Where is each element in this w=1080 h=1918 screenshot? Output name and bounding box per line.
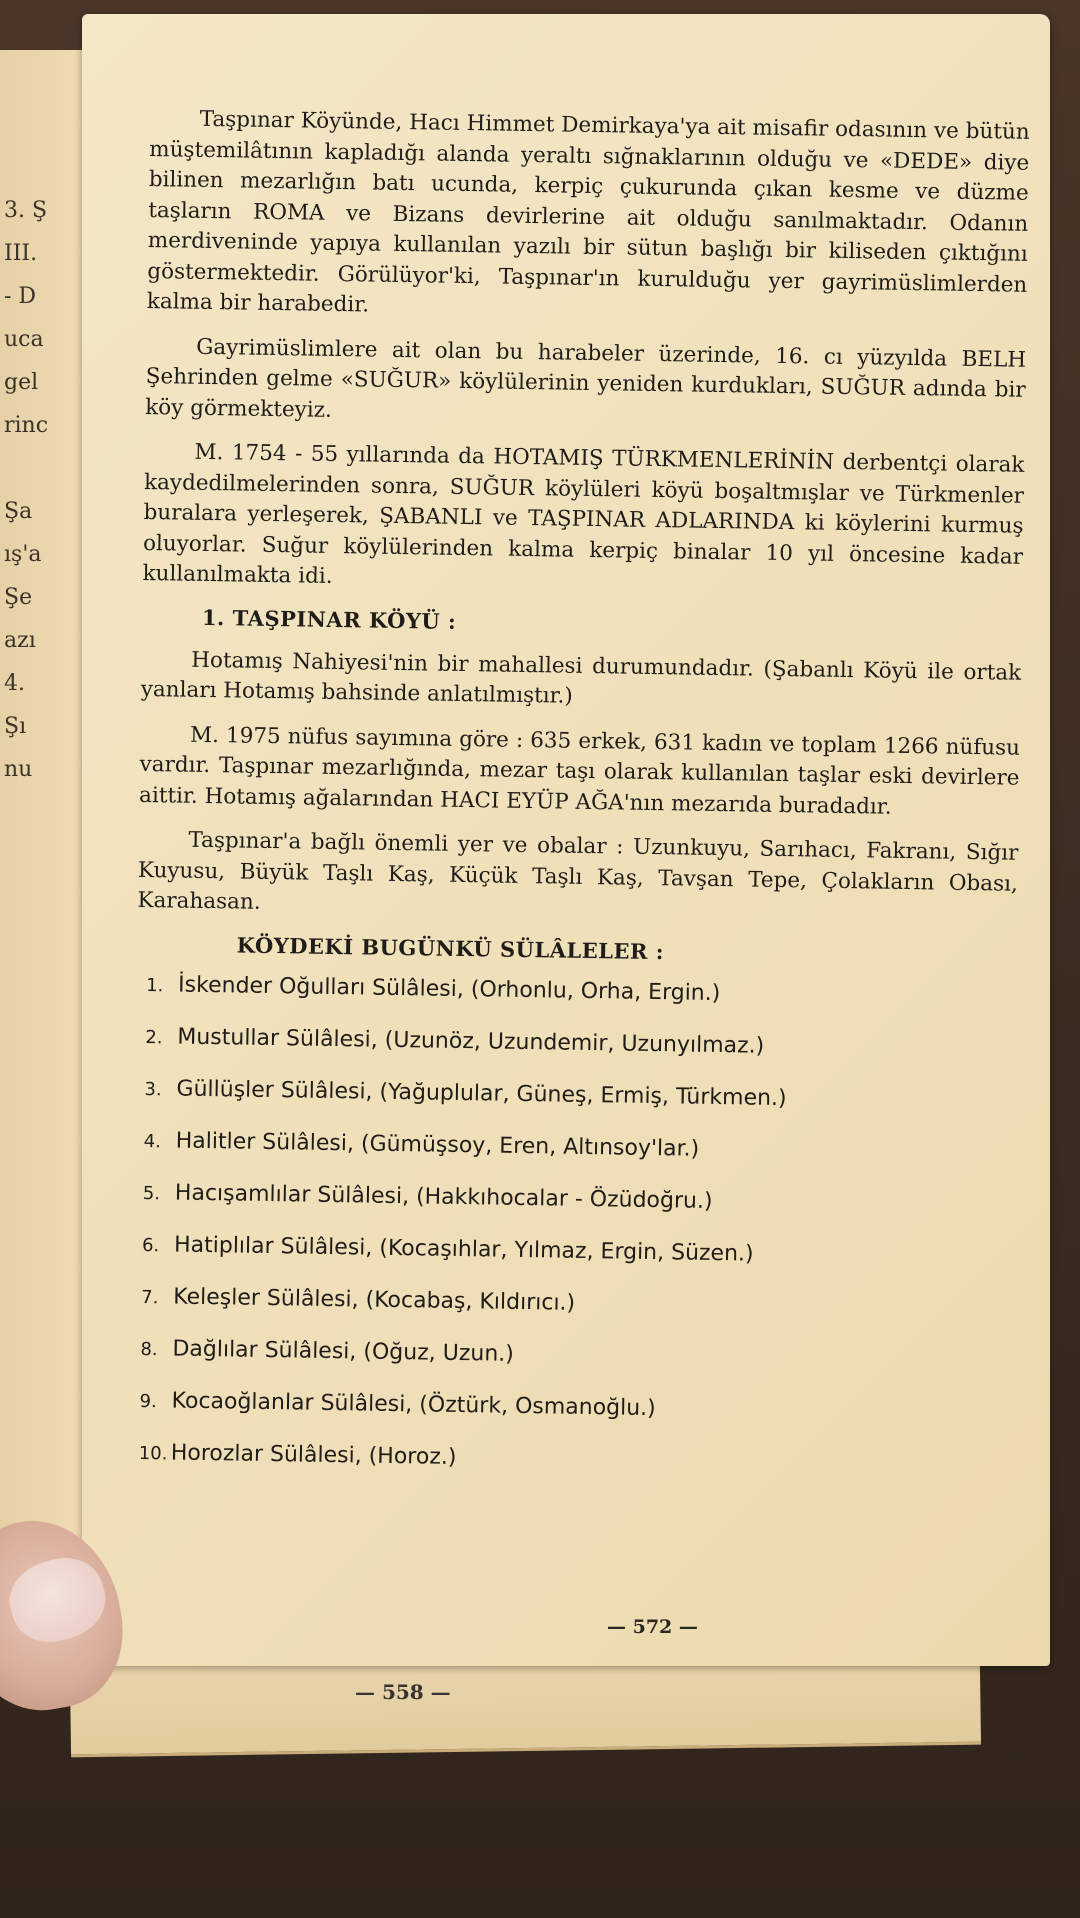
fragment: azı	[4, 630, 36, 653]
paragraph: Hotamış Nahiyesi'nin bir mahallesi durumundadır. (Şabanlı Köyü ile ortak yanları Hotamış bahsinde anlatılmıştır.)	[140, 647, 1022, 709]
paragraph: M. 1754 - 55 yıllarında da HOTAMIŞ TÜRKMENLERİNİN derbentçi olarak kaydedilmelerinden sonra, SUĞUR köylüleri köyü boşaltmışlar ve Türkmenler buralara yerleşerek, ŞABANLI ve TAŞPINAR ADLARINDA ki köylerini kurmuş oluyorlar. Suğur köylülerinden kalma kerpiç binalar 10 yıl öncesine kadar kullanılmakta idi.	[142, 439, 1025, 589]
fragment: 4.	[4, 673, 25, 696]
fragment	[4, 458, 64, 501]
page-number: — 572 —	[607, 1616, 698, 1638]
list-text: Hatiplılar Sülâlesi, (Kocaşıhlar, Yılmaz, Ergin, Süzen.)	[173, 1232, 754, 1267]
fragment: Şı	[4, 716, 27, 739]
fragment: - D	[4, 286, 37, 309]
list-number: 6.	[141, 1234, 160, 1256]
list-text: Horozlar Sülâlesi, (Horoz.)	[170, 1439, 457, 1470]
fragment: ış'a	[4, 544, 42, 567]
list-number: 8.	[140, 1338, 158, 1360]
list-text: Hacışamlılar Sülâlesi, (Hakkıhocalar - Özüdoğru.)	[174, 1180, 713, 1214]
fragment: rinc	[4, 415, 49, 438]
fragment: Şa	[4, 501, 33, 524]
paragraph: Gayrimüslimlere ait olan bu harabeler üzerinde, 16. cı yüzyılda BELH Şehrinden gelme «SUĞUR» köylülerinin yeniden kurdukları, SUĞUR adında bir köy görmekteyiz.	[145, 334, 1027, 423]
list-number: 10.	[138, 1442, 168, 1464]
list-text: Kocaoğlanlar Sülâlesi, (Öztürk, Osmanoğlu.)	[171, 1388, 656, 1421]
list-item	[141, 1284, 1011, 1325]
list-item	[143, 1128, 1013, 1169]
list-text: Keleşler Sülâlesi, (Kocabaş, Kıldırıcı.)	[173, 1284, 576, 1316]
clan-list	[129, 971, 1017, 1480]
list-item	[146, 972, 1016, 1013]
fragment: nu	[4, 759, 33, 782]
list-number: 3.	[144, 1078, 162, 1100]
list-item	[144, 1076, 1014, 1117]
list-number: 9.	[139, 1390, 157, 1412]
list-number: 7.	[141, 1286, 159, 1308]
list-number: 5.	[142, 1182, 161, 1204]
underlying-page-text	[4, 200, 64, 802]
list-text: Mustullar Sülâlesi, (Uzunöz, Uzundemir, Uzunyılmaz.)	[177, 1024, 765, 1059]
list-item	[142, 1232, 1012, 1273]
page-content	[128, 104, 1030, 1505]
list-item	[140, 1336, 1010, 1377]
previous-page-number: — 558 —	[355, 1680, 451, 1704]
list-text: Halitler Sülâlesi, (Gümüşsoy, Eren, Altınsoy'lar.)	[175, 1128, 700, 1162]
paragraph: Taşpınar Köyünde, Hacı Himmet Demirkaya'ya ait misafir odasının ve bütün müştemilâtının kapladığı alanda yeraltı sığnaklarının olduğu ve «DEDE» diye bilinen mezarlığın batı ucunda, kerpiç çukurunda çıkan kesme ve düzme taşların ROMA ve Bizans devirlerine ait olduğu sanılmaktadır. Odanın merdiveninde yapıya kullanılan yazılı bir sütun başlığı bir kiliseden çıktığını göstermektedir. Görülüyor'ki, Taşpınar'ın kurulduğu yer gayrimüslimlerden kalma bir harabedir.	[146, 106, 1030, 318]
list-item	[139, 1387, 1009, 1428]
list-text: İskender Oğulları Sülâlesi, (Orhonlu, Orha, Ergin.)	[177, 972, 721, 1006]
fragment: gel	[4, 372, 39, 395]
section-heading: 1. TAŞPINAR KÖYÜ :	[201, 604, 457, 634]
list-text: Güllüşler Sülâlesi, (Yağuplular, Güneş, Ermiş, Türkmen.)	[176, 1076, 787, 1111]
list-item	[143, 1180, 1013, 1221]
list-number: 4.	[143, 1130, 162, 1152]
paragraph: Taşpınar'a bağlı önemli yer ve obalar : Uzunkuyu, Sarıhacı, Fakranı, Sığır Kuyusu, Büyük Taşlı Kaş, Küçük Taşlı Kaş, Tavşan Tepe, Çolakların Obası, Karahasan.	[137, 827, 1019, 915]
list-number: 2.	[145, 1026, 163, 1048]
clans-heading: KÖYDEKİ BUGÜNKÜ SÜLÂLELER :	[236, 931, 665, 964]
list-item	[145, 1024, 1015, 1065]
fragment: III.	[4, 243, 38, 266]
fragment: uca	[4, 329, 44, 352]
list-number: 1.	[145, 974, 164, 996]
list-text: Dağlılar Sülâlesi, (Oğuz, Uzun.)	[172, 1336, 515, 1367]
fragment: Şe	[4, 587, 33, 610]
list-item	[139, 1439, 1009, 1480]
paragraph: M. 1975 nüfus sayımına göre : 635 erkek, 631 kadın ve toplam 1266 nüfusu vardır. Taşpınar mezarlığında, mezar taşı olarak kullanılan taşlar eski devirlere aittir. Hotamış ağalarından HACI EYÜP AĞA'nın mezarıda buradadır.	[138, 722, 1021, 820]
fragment: 3. Ş	[4, 200, 48, 223]
